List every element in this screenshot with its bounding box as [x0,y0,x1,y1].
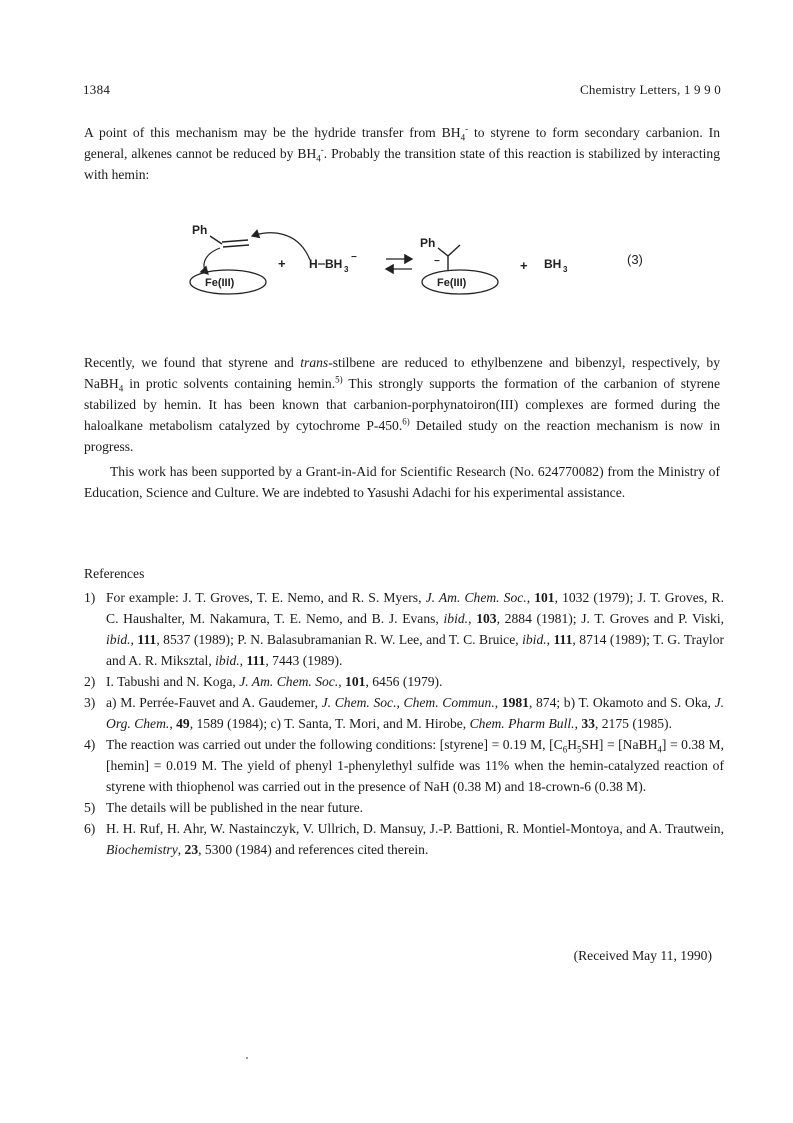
references-list [84,587,724,860]
references-heading: References [84,566,145,581]
reaction-scheme [170,212,690,312]
fe-left-label: Fe(III) [205,277,235,289]
reference-item: 6) H. H. Ruf, H. Ahr, W. Nastainczyk, V. Ullrich, D. Mansuy, J.-P. Battioni, R. Montiel-Montoya, and A. Trautwein, Biochemistry, 23, 5300 (1984) and references cited therein. [84,818,724,860]
received-date: (Received May 11, 1990) [573,948,712,963]
svg-text:−: − [351,252,357,263]
running-header: Chemistry Letters, 1 9 9 0 [580,82,721,97]
reference-item: 4) The reaction was carried out under the following conditions: [styrene] = 0.19 M, $[C_6H_5SH]$ = [NaBH$_4$] = 0.38 M, [hemin] = 0.019 M. The yield of phenyl 1-phenylethyl sulfide was 11% when the hemin-catalyzed reaction of styrene with thiophenol was carried out in the presence of NaH (0.38 M) and 18-crown-6 (0.38 M). [84,734,724,797]
reference-number: 2) [84,674,96,689]
bh3-product: BH [544,257,562,271]
page-number: 1384 [83,82,111,97]
plus-1: + [278,256,286,271]
svg-text:3: 3 [344,265,349,274]
fe-right-label: Fe(III) [437,277,467,289]
reference-item: 1) For example: J. T. Groves, T. E. Nemo, and R. S. Myers, J. Am. Chem. Soc., 101, 1032 (1979); J. T. Groves, R. C. Haushalter, M. Nakamura, T. E. Nemo, and B. J. Evans, ibid., 103, 2884 (1981); J. T. Groves and P. Viski, ibid., 111, 8537 (1989); P. N. Balasubramanian R. W. Lee, and T. C. Bruice, ibid., 111, 8714 (1989); T. G. Traylor and A. R. Miksztal, ibid., 111, 7443 (1989). [84,587,724,671]
paragraph-acknowledgment: This work has been supported by a Grant-in-Aid for Scientific Research (No. 624770082) from the Ministry of Education, Science and Culture. We are indebted to Yasushi Adachi for his experimental assistance. [84,464,720,500]
reference-item: 5) The details will be published in the near future. [84,797,724,818]
reference-number: 4) [84,737,96,752]
svg-text:−: − [434,256,440,267]
ph-right-label: Ph [420,236,436,250]
equation-number: (3) [627,252,643,267]
reference-number: 5) [84,800,96,815]
paragraph-mechanism: A point of this mechanism may be the hydride transfer from $BH_4^-$ to styrene to form secondary carbanion. In general, alkenes cannot be reduced by $BH_4^-$. Probably the transition state of this reaction is stabilized by interacting with hemin: [84,123,721,182]
svg-text:3: 3 [563,265,568,274]
plus-2: + [520,258,528,273]
reference-item: 3) a) M. Perrée-Fauvet and A. Gaudemer, J. Chem. Soc., Chem. Commun., 1981, 874; b) T. Okamoto and S. Oka, J. Org. Chem., 49, 1589 (1984); c) T. Santa, T. Mori, and M. Hirobe, Chem. Pharm Bull., 33, 2175 (1985). [84,692,724,734]
bh3-minus: BH [325,257,343,271]
reference-number: 3) [84,695,96,710]
reference-number: 6) [84,821,96,836]
hydride-h: H [309,257,318,271]
paragraph-findings: Recently, we found that styrene and trans-stilbene are reduced to ethylbenzene and bibenzyl, respectively, by NaBH$_4$ in protic solvents containing hemin.$^{5)}$ This strongly supports the formation of the carbanion of styrene stabilized by hemin. It has been known that carbanion-porphynatoiron(III) complexes are formed during the haloalkane metabolism catalyzed by cytochrome P-450.$^{6)}$ Detailed study on the reaction mechanism is now in progress. [84,355,721,454]
reference-item: 2) I. Tabushi and N. Koga, J. Am. Chem. Soc., 101, 6456 (1979). [84,671,724,692]
reference-number: 1) [84,590,96,605]
scan-speck [246,1057,248,1059]
ph-left-label: Ph [192,223,208,237]
